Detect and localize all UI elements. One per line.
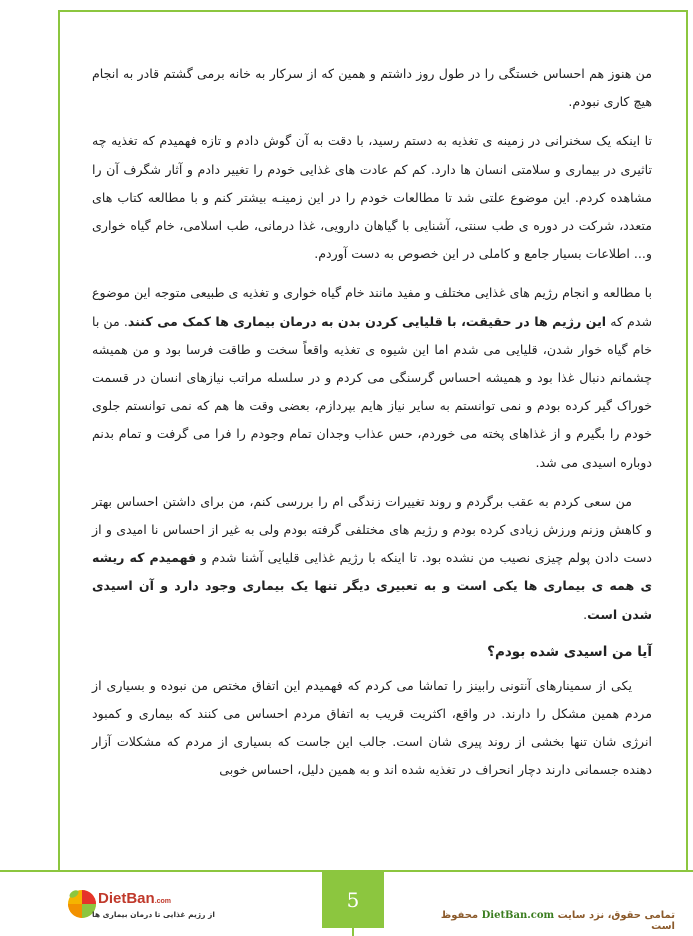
paragraph-3-text: با مطالعه و انجام رژیم های غذایی مختلف و مفید مانند خام گیاه خواری و تغذیه ی طبیعی متوجه این موضوع شدم که: [92, 285, 653, 329]
page-frame-right: [686, 10, 688, 870]
copyright-notice: [415, 910, 675, 932]
page-frame-left: [58, 10, 60, 870]
logo-wordmark: [98, 890, 171, 907]
paragraph-3: [92, 279, 652, 476]
paragraph-4-end: .: [583, 606, 588, 622]
page-frame-top: [58, 10, 688, 12]
paragraph-2: تا اینکه یک سخنرانی در زمینه ی تغذیه به دستم رسید، با دقت به آن گوش دادم و تازه فهمیدم که تغذیه چه تاثیری در بیماری و سلامتی انسان ها دارد. کم کم عادت های غذایی خودم را تغییر دادم و آثار شگرف آن را مشاهده کردم. این موضوع علتی شد تا مطالعات خودم را در این زمینـه بیشتر کنم و با مطالعه کتاب های متعدد، شرکت در دوره ی طب سنتی، آشنایی با گیاهان دارویی، غذا درمانی، طب اسلامی، خام گیاه خواری و... اطلاعات بسیار جامع و کاملی در این خصوص به دست آوردم.: [92, 133, 652, 262]
copyright-prefix: تمامی حقوق، نزد سایت: [557, 910, 675, 921]
paragraph-5: یکی از سمینارهای آنتونی رابینز را تماشا می کردم که فهمیدم این اتفاق مختص من نبوده و بسیاری از مردم همین مشکل را دارند. در واقع، اکثریت قریب به اتفاق مردم احساس می کنند که بیماری و کمبود انرژی شان تنها بخشی از روند پیری شان است. جالب این جاست که بسیاری از مردم که مشکلات آزار دهنده جسمانی دارند دچار انحراف در تغذیه شده اند و به همین دلیل، احساس خوبی: [92, 677, 652, 778]
paragraph-3-text-cont: . من با خام گیاه خوار شدن، قلیایی می شدم اما این شیوه ی تغذیه واقعاً سخت و طاقت فرسا بود و من همیشه چشمانم دنبال غذا بود و همیشه احساس گرسنگی می کردم و در سلسله مراتب نیازهای انسان در قسمت خوراک گیر کرده بودم و نمی توانستم به سایر نیاز هایم بپردازم، بعضی وقت ها هم که نمی توانستم جلوی خودم را بگیرم و از غذاهای پخته می خوردم، حس عذاب وجدان تمام وجودم را فرا می گرفت و تمام بدنم دوباره اسیدی می شد.: [92, 313, 652, 470]
copyright-site-link[interactable]: DietBan.com: [481, 910, 555, 921]
footer-tick: [352, 928, 354, 936]
body-text: [92, 60, 652, 796]
logo-tagline: از رژیم غذایی تا درمان بیماری ها: [92, 910, 215, 919]
paragraph-4-bold: فهمیدم که ریشه ی همه ی بیماری ها یکی است و به تعبیری دیگر تنها یک بیماری وجود دارد و آن اسیدی شدن است: [92, 550, 652, 622]
paragraph-4: [92, 488, 652, 629]
paragraph-3-bold: این رژیم ها در حقیقت، با قلیایی کردن بدن به درمان بیماری ها کمک می کنند: [127, 313, 607, 329]
section-heading: آیا من اسیدی شده بودم؟: [487, 643, 652, 660]
logo-domain: .com: [154, 898, 172, 905]
logo-name: DietBan: [98, 890, 155, 907]
paragraph-1: من هنوز هم احساس خستگی را در طول روز داشتم و همین که از سرکار به خانه برمی گشتم قادر به انجام هیچ کاری نبودم.: [92, 66, 652, 110]
copyright-suffix: محفوظ است: [440, 910, 675, 932]
page-number: 5: [322, 872, 384, 928]
paragraph-4-text: من سعی کردم به عقب برگردم و روند تغییرات زندگی ام را بررسی کنم، من برای داشتن احساس بهتر و کاهش وزنم ورزش زیادی کرده بودم و رژیم های مختلفی گرفته بودم ولی به غیر از احساس نا امیدی و از دست دادن پولم چیزی نصیب من نشده بود. تا اینکه با رژیم غذایی قلیایی آشنا شدم و: [92, 493, 652, 566]
